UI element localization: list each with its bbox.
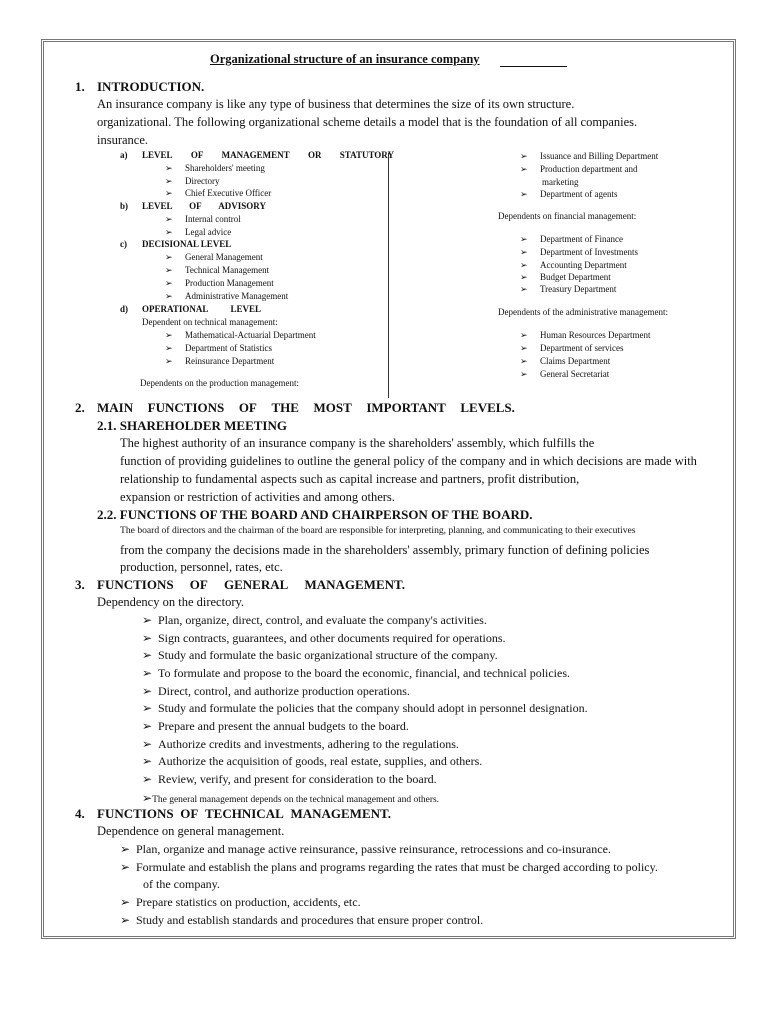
list-item: ➢ Production Management <box>165 278 274 288</box>
bullet-item-small: ➢The general management depends on the technical management and others. <box>142 791 440 805</box>
level-c-marker: c) <box>120 239 127 249</box>
bullet-arrow-icon: ➢ <box>142 791 153 805</box>
bullet-arrow-icon: ➢ <box>165 265 173 275</box>
bullet-continuation: of the company. <box>143 877 220 891</box>
list-item: ➢ General Management <box>165 252 263 262</box>
level-a-marker: a) <box>120 150 128 160</box>
bullet-item: ➢ Authorize the acquisition of goods, real estate, supplies, and others. <box>142 754 483 768</box>
word: OF <box>180 806 199 821</box>
word: LEVEL <box>230 304 261 314</box>
bullet-item: ➢ Prepare statistics on production, accidents, etc. <box>120 895 361 909</box>
word: MAIN <box>97 400 134 415</box>
bullet-item: ➢ Prepare and present the annual budgets to the board. <box>142 719 409 733</box>
list-item: ➢ Internal control <box>165 214 241 224</box>
section-number: 1. <box>75 79 85 94</box>
bullet-item: ➢ Plan, organize and manage active reinsurance, passive reinsurance, retrocessions and co-insurance. <box>120 842 611 856</box>
list-item: ➢ Accounting Department <box>520 260 627 270</box>
paragraph-line: expansion or restriction of activities and among others. <box>120 490 395 504</box>
bullet-arrow-icon: ➢ <box>142 648 153 662</box>
bullet-item: ➢ To formulate and propose to the board the economic, financial, and technical policies. <box>142 666 571 680</box>
word: FUNCTIONS <box>97 577 174 592</box>
list-item: ➢ Department of services <box>520 343 624 353</box>
list-item: ➢ Technical Management <box>165 265 270 275</box>
list-item: ➢ Budget Department <box>520 272 611 282</box>
bullet-arrow-icon: ➢ <box>142 666 153 680</box>
section-3-heading <box>97 577 405 593</box>
list-item: ➢ Department of Finance <box>520 234 623 244</box>
bullet-arrow-icon: ➢ <box>142 684 153 698</box>
word: LEVEL <box>142 201 173 211</box>
bullet-arrow-icon: ➢ <box>142 701 153 715</box>
bullet-arrow-icon: ➢ <box>165 188 173 198</box>
list-item: ➢ Legal advice <box>165 227 232 237</box>
bullet-arrow-icon: ➢ <box>142 737 153 751</box>
bullet-arrow-icon: ➢ <box>120 895 131 909</box>
list-item: ➢ Issuance and Billing Department <box>520 151 659 161</box>
list-item: ➢ Shareholders' meeting <box>165 163 265 173</box>
bullet-arrow-icon: ➢ <box>520 189 528 199</box>
paragraph-line: The highest authority of an insurance company is the shareholders' assembly, which fulfills the <box>120 436 595 450</box>
document-title: Organizational structure of an insurance company <box>210 52 480 66</box>
bullet-arrow-icon: ➢ <box>520 234 528 244</box>
word: OF <box>238 400 257 415</box>
word: FUNCTIONS <box>147 400 225 415</box>
word: LEVELS. <box>460 400 515 415</box>
paragraph-line: from the company the decisions made in the shareholders' assembly, primary function of defining policies <box>120 543 650 557</box>
level-c-heading: DECISIONAL LEVEL <box>142 239 232 249</box>
level-d-marker: d) <box>120 304 129 314</box>
list-item: ➢ Human Resources Department <box>520 330 651 340</box>
section-4-heading <box>97 806 391 822</box>
paragraph-line: relationship to fundamental aspects such as capital increase and partners, profit distribution, <box>120 472 580 486</box>
list-item: ➢ Reinsurance Department <box>165 356 275 366</box>
level-d-subheading: Dependent on technical management: <box>142 317 278 327</box>
list-item: ➢ Chief Executive Officer <box>165 188 272 198</box>
bullet-arrow-icon: ➢ <box>520 151 528 161</box>
word: MOST <box>313 400 352 415</box>
bullet-item: ➢ Study and formulate the basic organizational structure of the company. <box>142 648 498 662</box>
word: MANAGEMENT <box>221 150 290 160</box>
intro-line-1: An insurance company is like any type of business that determines the size of its own structure. <box>97 97 575 111</box>
word: OF <box>190 150 204 160</box>
word: OF <box>189 577 208 592</box>
paragraph-line: function of providing guidelines to outline the general policy of the company and in which decisions are made with <box>120 454 697 468</box>
bullet-arrow-icon: ➢ <box>165 343 173 353</box>
word: OR <box>307 150 322 160</box>
subsection-2-1-heading: 2.1. SHAREHOLDER MEETING <box>97 418 287 433</box>
list-item: ➢ Administrative Management <box>165 291 289 301</box>
list-item: ➢ Mathematical-Actuarial Department <box>165 330 316 340</box>
list-item: ➢ Directory <box>165 176 220 186</box>
bullet-arrow-icon: ➢ <box>520 164 528 174</box>
admin-dependents-label: Dependents of the administrative management: <box>498 307 668 317</box>
bullet-arrow-icon: ➢ <box>520 369 528 379</box>
bullet-item: ➢ Study and establish standards and procedures that ensure proper control. <box>120 913 484 927</box>
word: OF <box>189 201 202 211</box>
level-d-heading <box>142 304 261 314</box>
list-item: ➢ Production department and <box>520 164 638 174</box>
bullet-arrow-icon: ➢ <box>520 356 528 366</box>
word: IMPORTANT <box>366 400 446 415</box>
bullet-arrow-icon: ➢ <box>520 343 528 353</box>
dependency-note: Dependence on general management. <box>97 824 285 838</box>
bullet-item: ➢ Plan, organize, direct, control, and evaluate the company's activities. <box>142 613 487 627</box>
bullet-arrow-icon: ➢ <box>520 247 528 257</box>
bullet-arrow-icon: ➢ <box>520 284 528 294</box>
paragraph-line: production, personnel, rates, etc. <box>120 560 283 574</box>
word: MANAGEMENT. <box>304 577 405 592</box>
word: LEVEL <box>142 150 173 160</box>
bullet-item: ➢ Sign contracts, guarantees, and other documents required for operations. <box>142 631 506 645</box>
bullet-arrow-icon: ➢ <box>142 613 153 627</box>
list-item: ➢ Department of agents <box>520 189 618 199</box>
bullet-arrow-icon: ➢ <box>165 330 173 340</box>
section-1-heading <box>75 79 204 95</box>
list-item: ➢ Treasury Department <box>520 284 617 294</box>
bullet-arrow-icon: ➢ <box>120 842 131 856</box>
bullet-item: ➢ Formulate and establish the plans and programs regarding the rates that must be charged according to policy. <box>120 860 658 874</box>
word: OPERATIONAL <box>142 304 209 314</box>
word: ADVISORY <box>218 201 266 211</box>
bullet-item: ➢ Authorize credits and investments, adhering to the regulations. <box>142 737 459 751</box>
word: GENERAL <box>223 577 289 592</box>
word: STATUTORY <box>339 150 394 160</box>
intro-line-2: organizational. The following organizational scheme details a model that is the foundation of all companies. <box>97 115 638 129</box>
paragraph-line-small: The board of directors and the chairman of the board are responsible for interpreting, planning, and communicating to their executives <box>120 525 636 536</box>
word: THE <box>271 400 299 415</box>
list-item: ➢ Claims Department <box>520 356 611 366</box>
word: TECHNICAL <box>205 806 284 821</box>
bullet-item: ➢ Study and formulate the policies that the company should adopt in personnel designation. <box>142 701 588 715</box>
word: MANAGEMENT. <box>290 806 391 821</box>
title-underline-extension <box>500 66 567 67</box>
section-title: INTRODUCTION. <box>97 79 205 94</box>
bullet-arrow-icon: ➢ <box>165 291 173 301</box>
section-2-number: 2. <box>75 400 85 415</box>
bullet-arrow-icon: ➢ <box>142 719 153 733</box>
bullet-arrow-icon: ➢ <box>165 356 173 366</box>
section-4-number: 4. <box>75 806 85 821</box>
production-dependents-label: Dependents on the production management: <box>140 378 299 388</box>
bullet-arrow-icon: ➢ <box>165 163 173 173</box>
bullet-arrow-icon: ➢ <box>165 227 173 237</box>
bullet-arrow-icon: ➢ <box>120 913 131 927</box>
bullet-arrow-icon: ➢ <box>520 330 528 340</box>
bullet-arrow-icon: ➢ <box>165 176 173 186</box>
level-b-marker: b) <box>120 201 129 211</box>
bullet-arrow-icon: ➢ <box>142 631 153 645</box>
bullet-arrow-icon: ➢ <box>520 260 528 270</box>
list-item: ➢ Department of Investments <box>520 247 638 257</box>
column-divider <box>388 153 389 398</box>
bullet-item: ➢ Review, verify, and present for consideration to the board. <box>142 772 437 786</box>
list-item: ➢ Department of Statistics <box>165 343 272 353</box>
bullet-arrow-icon: ➢ <box>120 860 131 874</box>
intro-line-3: insurance. <box>97 133 149 147</box>
section-3-number: 3. <box>75 577 85 592</box>
level-b-heading <box>142 201 266 211</box>
level-a-heading <box>142 150 394 160</box>
list-item: ➢ General Secretariat <box>520 369 610 379</box>
dependency-note: Dependency on the directory. <box>97 595 245 609</box>
list-item-continued: marketing <box>542 177 579 187</box>
subsection-2-2-heading: 2.2. FUNCTIONS OF THE BOARD AND CHAIRPERSON OF THE BOARD. <box>97 507 533 522</box>
bullet-arrow-icon: ➢ <box>142 754 153 768</box>
section-2-heading <box>97 400 515 416</box>
bullet-arrow-icon: ➢ <box>165 214 173 224</box>
bullet-arrow-icon: ➢ <box>142 772 153 786</box>
word: FUNCTIONS <box>97 806 174 821</box>
bullet-item: ➢ Direct, control, and authorize production operations. <box>142 684 410 698</box>
bullet-arrow-icon: ➢ <box>165 278 173 288</box>
financial-dependents-label: Dependents on financial management: <box>498 211 637 221</box>
bullet-arrow-icon: ➢ <box>520 272 528 282</box>
bullet-arrow-icon: ➢ <box>165 252 173 262</box>
